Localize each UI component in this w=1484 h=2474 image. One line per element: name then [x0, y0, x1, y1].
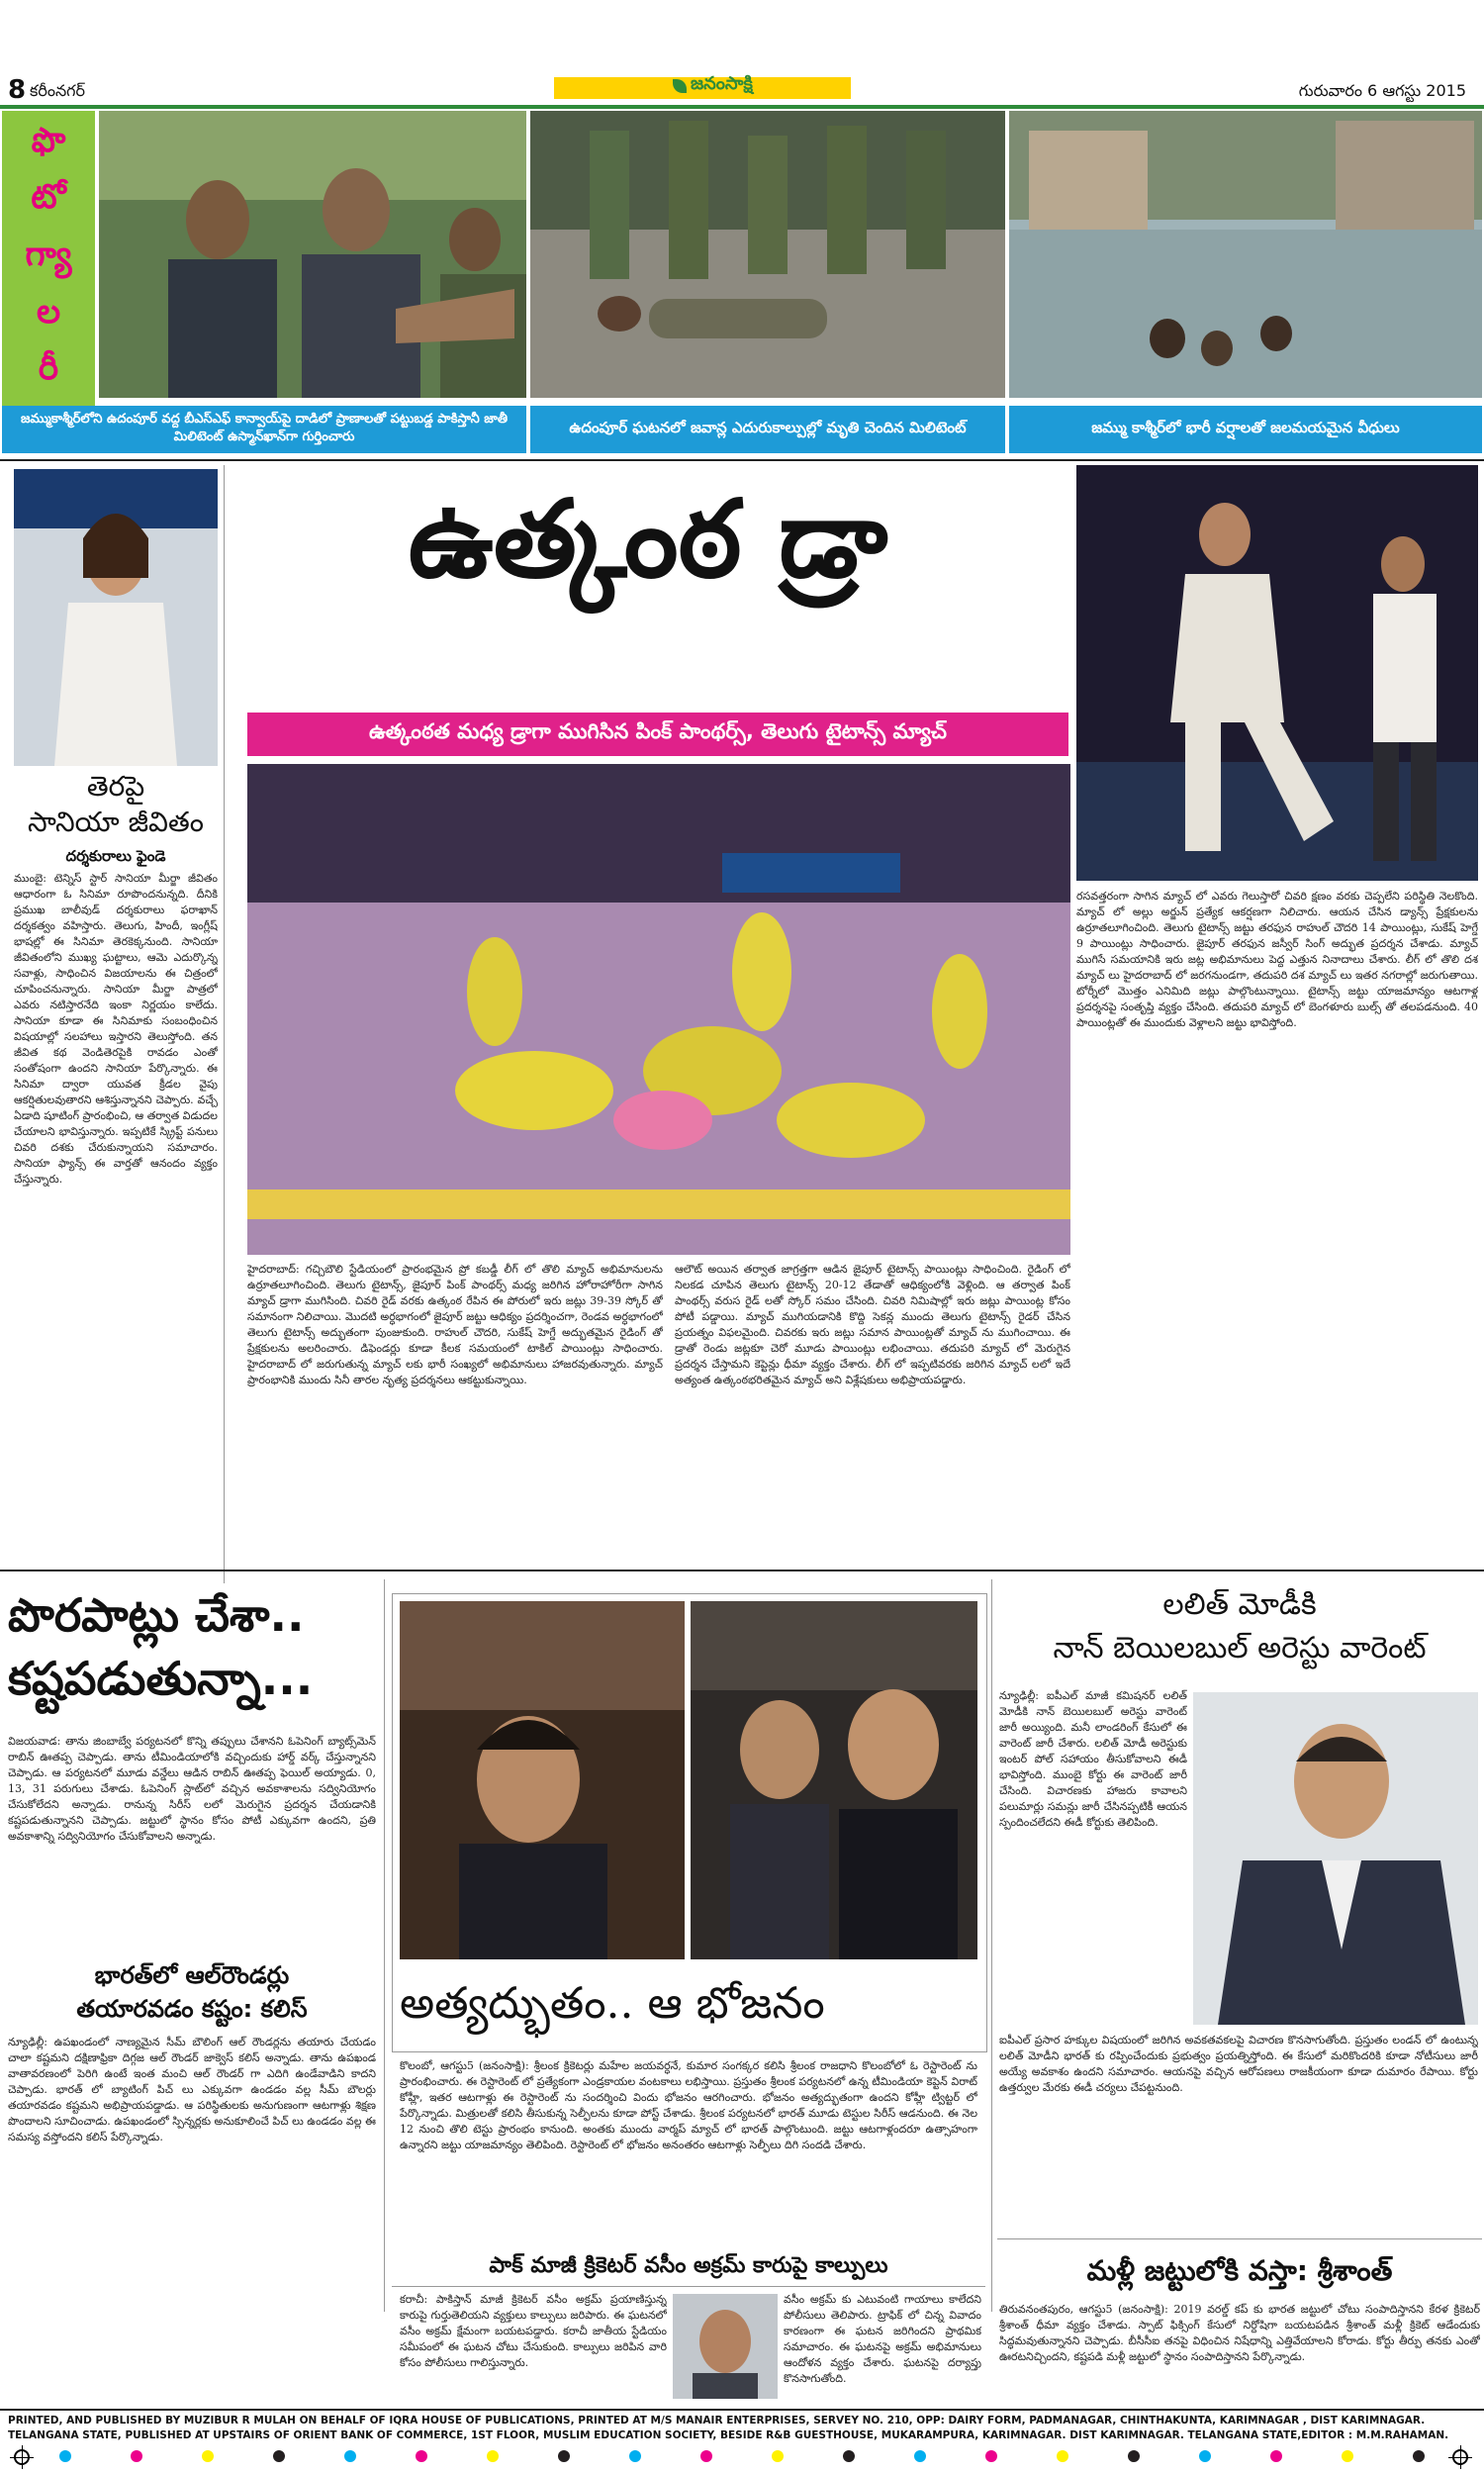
wasim-akram-photo: [673, 2294, 778, 2399]
kabaddi-col-3: రసవత్తరంగా సాగిన మ్యాచ్ లో ఎవరు గెలుస్తారో చివరి క్షణం వరకు చెప్పలేని పరిస్థితి నెలకొంది. మ్యాచ్ లో అల్లు అర్జున్ ప్రత్యేక ఆకర్షణగా నిలిచారు. ఆయన చేసిన డ్యాన్స్ ప్రేక్షకులను ఉర్రూతలూగించింది. తెలుగు టైటాన్స్ జట్టు తరఫున రాహుల్ చౌదరి 14 పాయింట్లు, సుకేష్ హెగ్డే 9 పాయింట్లు సాధించారు. జైపూర్ తరఫున జస్వీర్ సింగ్ అద్భుత ప్రదర్శన చేశాడు. మ్యాచ్ ముగిసే సమయానికి ఇరు జట్ల అభిమానులు పెద్ద ఎత్తున నినాదాలు చేశారు. లీగ్ లో తొలి దశ మ్యాచ్ లు హైదరాబాద్ లో జరగనుండగా, తదుపరి దశ మ్యాచ్ లు ఇతర నగరాల్లో జరుగుతాయి. టోర్నీలో మొత్తం ఎనిమిది జట్లు పాల్గొంటున్నాయి. టైటాన్స్ జట్టు యాజమాన్యం ఆటగాళ్ల ప్రదర్శనపై సంతృప్తి వ్యక్తం చేసింది. తదుపరి మ్యాచ్ లో బెంగళూరు బుల్స్ తో తలపడనుంది. 40 పాయింట్లతో ఈ ముందుకు వెళ్లాలని జట్టు భావిస్తోంది.: [1076, 890, 1478, 1029]
calibration-dot: [344, 2450, 356, 2462]
kohli-restaurant-photo-1: [400, 1601, 685, 1959]
gallery-char-2: టో: [31, 177, 66, 218]
kallis-body: న్యూఢిల్లీ: ఉపఖండంలో నాణ్యమైన సీమ్ బౌలింగ్ ఆల్ రౌండర్లను తయారు చేయడం చాలా కష్టమని దక్షిణాఫ్రికా దిగ్గజ ఆల్ రౌండర్ జాక్వెస్ కలిస్ అన్నాడు. తాను ఉపఖండ వాతావరణంలో పెరిగి ఉంటే ఇంత మంచి ఆల్ రౌండర్ గా ఎదిగి ఉండేవాడిని కాదని చెప్పాడు. భారత్ లో బ్యాటింగ్ పిచ్ లు ఎక్కువగా ఉండడం వల్ల సీమ్ బౌలర్లు తయారవడం కష్టమని అభిప్రాయపడ్డాడు. ఆ పరిస్థితులకు అనుగుణంగా ఆటగాళ్లు శిక్షణ పొందాలని సూచించాడు. ఉపఖండంలో స్పిన్నర్లకు అనుకూలించే పిచ్ లు ఉండడం వల్ల ఈ సమస్య వస్తోందని కలిస్ పేర్కొన్నాడు.: [8, 2036, 376, 2143]
gallery-char-4: ల: [36, 291, 61, 332]
lalit-modi-photo: [1193, 1692, 1478, 2025]
photo-gallery-label: [2, 111, 95, 406]
footer-rule: [0, 2409, 1484, 2411]
allu-arjun-dance-photo: [1076, 465, 1478, 881]
sania-right-rule: [224, 465, 225, 1583]
kallis-headline-2: తయారవడం కష్టం: కలిస్: [76, 1995, 308, 2023]
lalit-col-2: ఐపీఎల్ ప్రసార హక్కుల విషయంలో జరిగిన అవకతవకలపై విచారణ కొనసాగుతోంది. ప్రస్తుతం లండన్ లో ఉంటున్న లలిత్ మోడీని భారత్ కు రప్పించేందుకు ప్రభుత్వం ప్రయత్నిస్తోంది. ఈ కేసులో మరికొందరికి కూడా నోటీసులు జారీ అయ్యే అవకాశం ఉందని సమాచారం. ఆయనపై వచ్చిన ఆరోపణలు రాజకీయంగా కూడా దుమారం రేపాయి. కోర్టు ఉత్తర్వుల మేరకు ఈడీ చర్యలు చేపట్టనుంది.: [999, 2034, 1478, 2094]
flooded-street-photo: [1009, 111, 1482, 398]
paper-name: జనంసాక్షి: [691, 73, 753, 94]
sania-subhead: దర్శకురాలు ఫైండె: [65, 847, 166, 865]
meal-right-rule: [991, 1579, 992, 2312]
lalit-headline-2: నాన్ బెయిలబుల్ అరెస్టు వారెంట్: [1053, 1631, 1427, 1665]
leaf-icon: [673, 79, 687, 93]
sania-mirza-photo: [14, 469, 218, 766]
porapatu-right-rule: [384, 1579, 385, 2312]
sania-body: ముంబై: టెన్నిస్ స్టార్ సానియా మీర్జా జీవితం ఆధారంగా ఓ సినిమా రూపొందనున్నది. దీనికి ప్రముఖ బాలీవుడ్ దర్శకురాలు ఫరాఖాన్ దర్శకత్వం వహిస్తారు. తెలుగు, హిందీ, ఇంగ్లీష్ భాషల్లో ఈ సినిమా తెరకెక్కనుంది. సానియా జీవితంలోని ముఖ్య ఘట్టాలు, ఆమె ఎదుర్కొన్న సవాళ్లు, సాధించిన విజయాలను ఈ చిత్రంలో చూపించనున్నారు. సానియా మీర్జా పాత్రలో ఎవరు నటిస్తారనేది ఇంకా నిర్ణయం కాలేదు. సానియా కూడా ఈ సినిమాకు సంబంధించిన విషయాల్లో సలహాలు ఇస్తారని తెలుస్తోంది. తన జీవిత కథ వెండితెరపైకి రావడం ఎంతో సంతోషంగా ఉందని సానియా పేర్కొన్నారు. ఈ సినిమా ద్వారా యువత క్రీడల వైపు ఆకర్షితులవుతారని ఆశిస్తున్నానని చెప్పారు. వచ్చే ఏడాది షూటింగ్ ప్రారంభించి, ఆ తర్వాత విడుదల చేయాలని భావిస్తున్నారు. ఇప్పటికే స్క్రిప్ట్ పనులు చివరి దశకు చేరుకున్నాయని సమాచారం. సానియా ఫ్యాన్స్ ఈ వార్తతో ఆనందం వ్యక్తం చేస్తున్నారు.: [14, 872, 218, 1186]
kabaddi-headline: ఉత్కంఠ డ్రా: [408, 477, 888, 602]
registration-mark-right: [1452, 2449, 1468, 2465]
calibration-dot: [1199, 2450, 1211, 2462]
district-label: కరీంనగర్: [30, 81, 86, 100]
wasim-headline: పాక్ మాజీ క్రికెటర్ వసీం అక్రమ్ కారుపై కాల్పులు: [392, 2246, 985, 2287]
calibration-dot: [914, 2450, 926, 2462]
gallery-caption-3: జమ్ము కాశ్మీర్‌లో భారీ వర్షాలతో జలమయమైన వీధులు: [1009, 406, 1482, 453]
kabaddi-subheadline: ఉత్కంఠత మధ్య డ్రాగా ముగిసిన పింక్ పాంథర్స్, తెలుగు టైటాన్స్ మ్యాచ్: [247, 713, 1068, 756]
calibration-dot: [1270, 2450, 1282, 2462]
wasim-col-2: వసీం అక్రమ్ కు ఎటువంటి గాయాలు కాలేదని పోలీసులు తెలిపారు. ట్రాఫిక్ లో చిన్న వివాదం కారణంగా ఈ ఘటన జరిగిందని ప్రాథమిక సమాచారం. ఈ ఘటనపై అక్రమ్ అభిమానులు ఆందోళన వ్యక్తం చేశారు. ఘటనపై దర్యాప్తు కొనసాగుతోంది.: [784, 2293, 981, 2385]
mid-page-rule: [0, 1570, 1484, 1571]
masthead-rule: [0, 105, 1484, 109]
imprint-line-1: PRINTED, AND PUBLISHED BY MUZIBUR R MULAH ON BEHALF OF IQRA HOUSE OF PUBLICATIONS, PRINTED AT M/S MANAIR ENTERPRISES, SERVEY NO. 210, OPP: DAIRY FORM, PADMANAGAR, CHINTHAKUNTA, KARIMNAGAR , DIST KARIMNAGAR.: [8, 2415, 1426, 2426]
kabaddi-col-2: ఆలౌట్ అయిన తర్వాత జాగ్రత్తగా ఆడిన జైపూర్ టైటాన్స్ పాయింట్లు సాధించింది. రైడింగ్ లో నిలకడ చూపిన తెలుగు టైటాన్స్ 20-12 తేడాతో ఆధిక్యంలోకి వెళ్లింది. ఆ తర్వాత పింక్ పాంథర్స్ వరుస రైడ్ లతో స్కోర్ సమం చేసింది. చివరి నిమిషాల్లో ఇరు జట్లు పాయింట్ల కోసం పోటీ పడ్డాయి. మ్యాచ్ ముగియడానికి కొద్ది సెకన్ల ముందు తెలుగు టైటాన్స్ రైడర్ చేసిన ప్రయత్నం విఫలమైంది. చివరకు ఇరు జట్లు సమాన పాయింట్లతో మ్యాచ్ ను ముగించాయి. ఈ డ్రాతో రెండు జట్లకూ చెరో మూడు పాయింట్లు లభించాయి. తదుపరి మ్యాచ్ లో మెరుగైన ప్రదర్శన చేస్తామని కెప్టెన్లు ధీమా వ్యక్తం చేశారు. లీగ్ లో ఇప్పటివరకు జరిగిన మ్యాచ్ లలో ఇదే అత్యంత ఉత్కంఠభరితమైన మ్యాచ్ అని విశ్లేషకులు అభిప్రాయపడ్డారు.: [675, 1263, 1070, 1386]
calibration-dot: [985, 2450, 997, 2462]
gallery-caption-1: జమ్ముకాశ్మీర్‌లోని ఉదంపూర్ వద్ద బీఎస్‌ఎఫ్ కాన్వాయ్‌పై దాడిలో ప్రాణాలతో పట్టుబడ్డ పాకిస్తానీ జాతీ మిలిటెంట్ ఉస్మాన్‌ఖాన్‌గా గుర్తించారు: [2, 406, 526, 453]
calibration-dot: [700, 2450, 712, 2462]
porapatu-headline-2: కష్టపడుతున్నా...: [8, 1652, 314, 1705]
calibration-dot: [1413, 2450, 1425, 2462]
militant-captured-photo: [99, 111, 526, 398]
gallery-char-3: గ్యా: [25, 234, 72, 274]
imprint-line-2: TELANGANA STATE, PUBLISHED AT UPSTAIRS OF ORIENT BANK OF COMMERCE, 1ST FLOOR, MUSLIM EDUCATION SOCIETY, BESIDE R&B GUESTHOUSE, MUKARAMPURA, KARIMNAGAR. DIST KARIMNAGAR. TELANGANA STATE,EDITOR : M.M.RAHAMAN.: [8, 2429, 1449, 2441]
calibration-dot: [416, 2450, 427, 2462]
page-number: 8: [8, 75, 27, 105]
wasim-col-1: కరాచీ: పాకిస్తాన్ మాజీ క్రికెటర్ వసీం అక్రమ్ ప్రయాణిస్తున్న కారుపై గుర్తుతెలియని వ్యక్తులు కాల్పులు జరిపారు. ఈ ఘటనలో వసీం అక్రమ్ క్షేమంగా బయటపడ్డారు. కరాచీ జాతీయ స్టేడియం సమీపంలో ఈ ఘటన చోటు చేసుకుంది. కాల్పులు జరిపిన వారి కోసం పోలీసులు గాలిస్తున్నారు.: [400, 2293, 667, 2369]
calibration-dot: [131, 2450, 142, 2462]
dead-militant-photo: [530, 111, 1005, 398]
calibration-dot: [629, 2450, 641, 2462]
meal-body: కొలంబో, ఆగస్టు5 (జనంసాక్షి): శ్రీలంక క్రికెటర్లు మహేల జయవర్ధనే, కుమార సంగక్కర కలిసి శ్రీలంక రాజధాని కొలంబోలో ఓ రెస్టారెంట్ ను ప్రారంభించారు. ఈ రెస్టారెంట్ లో ప్రత్యేకంగా ఎండ్రకాయల వంటకాలు లభిస్తాయి. ప్రస్తుతం శ్రీలంక పర్యటనలో ఉన్న టీమిండియా కెప్టెన్ విరాట్ కోహ్లీ, ఇతర ఆటగాళ్లు ఈ రెస్టారెంట్ ను సందర్శించి విందు భోజనం ఆరగించారు. భోజనం అత్యద్భుతంగా ఉందని కోహ్లీ ట్విట్టర్ లో పేర్కొన్నాడు. మిత్రులతో కలిసి తీసుకున్న సెల్ఫీలను కూడా పోస్ట్ చేశాడు. శ్రీలంక పర్యటనలో భారత్ మూడు టెస్టుల సిరీస్ ఆడనుంది. ఈ నెల 12 నుంచి తొలి టెస్టు ప్రారంభం కానుంది. అంతకు ముందు వార్మప్ మ్యాచ్ లో భారత్ పాల్గొంటుంది. జట్టు ఆటగాళ్లందరూ ఉత్సాహంగా ఉన్నారని జట్టు యాజమాన్యం తెలిపింది. రెస్టారెంట్ లో భోజనం అనంతరం ఆటగాళ్లు సెల్ఫీలు దిగి సందడి చేశారు.: [400, 2059, 977, 2151]
sania-headline-2: సానియా జీవితం: [28, 806, 204, 838]
porapatu-headline-1: పొరపాట్లు చేశా..: [8, 1588, 305, 1642]
kabaddi-col-1: హైదరాబాద్: గచ్చిబౌలి స్టేడియంలో ప్రారంభమైన ప్రో కబడ్డీ లీగ్ లో తొలి మ్యాచ్ అభిమానులను ఉర్రూతలూగించింది. తెలుగు టైటాన్స్, జైపూర్ పింక్ పాంథర్స్ మధ్య జరిగిన హోరాహోరీగా సాగిన మ్యాచ్ డ్రాగా ముగిసింది. చివరి రైడ్ వరకు ఉత్కంఠ రేపిన ఈ పోరులో ఇరు జట్లు 39-39 స్కోర్ తో సమానంగా నిలిచాయి. మొదటి అర్ధభాగంలో జైపూర్ జట్టు ఆధిక్యం ప్రదర్శించగా, రెండవ అర్ధభాగంలో తెలుగు టైటాన్స్ అద్భుతంగా పుంజుకుంది. రాహుల్ చౌదరి, సుకేష్ హెగ్డే అద్భుతమైన రైడింగ్ తో ప్రేక్షకులను అలరించారు. డిఫెండర్లు కూడా కీలక సమయంలో టాకిల్ పాయింట్లు సాధించారు. హైదరాబాద్ లో జరుగుతున్న మ్యాచ్ లకు భారీ సంఖ్యలో అభిమానులు హాజరవుతున్నారు. మ్యాచ్ ప్రారంభానికి ముందు సినీ తారల నృత్య ప్రదర్శనలు ఆకట్టుకున్నాయి.: [247, 1263, 663, 1386]
calibration-dot: [273, 2450, 285, 2462]
gallery-char-1: ఫొ: [31, 120, 66, 160]
calibration-dot: [772, 2450, 784, 2462]
lalit-headline-1: లలిత్ మోడీకి: [1162, 1587, 1317, 1622]
calibration-dot: [558, 2450, 570, 2462]
masthead-logo: [673, 73, 753, 98]
sreesanth-top-rule: [997, 2238, 1482, 2239]
calibration-dot: [1057, 2450, 1068, 2462]
kohli-restaurant-photo-2: [691, 1601, 977, 1959]
kallis-headline-1: భారత్‌లో ఆల్‌రౌండర్లు: [94, 1961, 290, 1989]
sania-headline-1: తెరపై: [86, 770, 145, 803]
sreesanth-body: తిరువనంతపురం, ఆగస్టు5 (జనంసాక్షి): 2019 వరల్డ్ కప్ కు భారత జట్టులో చోటు సంపాదిస్తానని కేరళ క్రికెటర్ శ్రీశాంత్ ధీమా వ్యక్తం చేశాడు. స్పాట్ ఫిక్సింగ్ కేసులో నిర్దోషిగా బయటపడిన శ్రీశాంత్ మళ్లీ క్రికెట్ ఆడేందుకు సిద్ధమవుతున్నానని చెప్పాడు. బీసీసీఐ తనపై విధించిన నిషేధాన్ని ఎత్తివేయాలని కోరాడు. కోర్టు తీర్పు తనకు ఎంతో ఊరటనిచ్చిందని, కష్టపడి మళ్లీ జట్టులో స్థానం సంపాదిస్తానని పేర్కొన్నాడు.: [999, 2303, 1480, 2363]
gallery-bottom-rule: [0, 459, 1484, 461]
gallery-char-5: రీ: [38, 348, 59, 389]
registration-mark-left: [14, 2449, 30, 2465]
sreesanth-headline: మళ్లీ జట్టులోకి వస్తా: శ్రీశాంత్: [1086, 2254, 1393, 2287]
calibration-dot: [1128, 2450, 1140, 2462]
calibration-dot: [1342, 2450, 1353, 2462]
kabaddi-match-photo: [247, 764, 1070, 1255]
porapatu-body: విజయవాడ: తాను జింబాబ్వే పర్యటనలో కొన్ని తప్పులు చేశానని ఓపెనింగ్ బ్యాట్స్‌మెన్ రాబిన్ ఊతప్ప చెప్పాడు. తాను టీమిండియాలోకి వచ్చిందుకు హార్డ్ వర్క్ చేస్తున్నానని చెప్పాడు. ఆ పర్యటనలో మూడు వన్డేలు ఆడిన రాబిన్ ఊతప్ప ఫెయిల్ అయ్యాడు. 0, 13, 31 పరుగులు చేశాడు. ఓపెనింగ్ స్లాట్‌లో వచ్చిన అవకాశాలను సద్వినియోగం చేసుకోలేదని అన్నాడు. రానున్న సిరీస్ లలో మెరుగైన ప్రదర్శన చేయడానికి కష్టపడుతున్నానని చెప్పాడు. జట్టులో స్థానం కోసం పోటీ ఎక్కువగా ఉందని, ప్రతి అవకాశాన్ని సద్వినియోగం చేసుకోవాలని అన్నాడు.: [8, 1735, 376, 1843]
calibration-dot: [202, 2450, 214, 2462]
calibration-dot: [843, 2450, 855, 2462]
calibration-dot: [59, 2450, 71, 2462]
meal-headline: అత్యద్భుతం.. ఆ భోజనం: [400, 1978, 825, 2029]
issue-date: గురువారం 6 ఆగస్టు 2015: [1298, 81, 1466, 100]
lalit-col-1: న్యూఢిల్లీ: ఐపీఎల్ మాజీ కమిషనర్ లలిత్ మోడీకి నాన్ బెయిలబుల్ అరెస్టు వారెంట్ జారీ అయ్యింది. మనీ లాండరింగ్ కేసులో ఈ వారెంట్ జారీ చేశారు. లలిత్ మోడీ అరెస్టుకు ఇంటర్ పోల్ సహాయం తీసుకోవాలని ఈడీ భావిస్తోంది. ముంబై కోర్టు ఈ వారెంట్ జారీ చేసింది. విచారణకు హాజరు కావాలని పలుమార్లు సమన్లు జారీ చేసినప్పటికీ ఆయన స్పందించలేదని ఈడీ కోర్టుకు తెలిపింది.: [999, 1689, 1187, 1829]
calibration-dot: [487, 2450, 499, 2462]
color-calibration-bar: [59, 2449, 1425, 2463]
gallery-caption-2: ఉదంపూర్ ఘటనలో జవాన్ల ఎదురుకాల్పుల్లో మృతి చెందిన మిలిటెంట్: [530, 406, 1005, 453]
